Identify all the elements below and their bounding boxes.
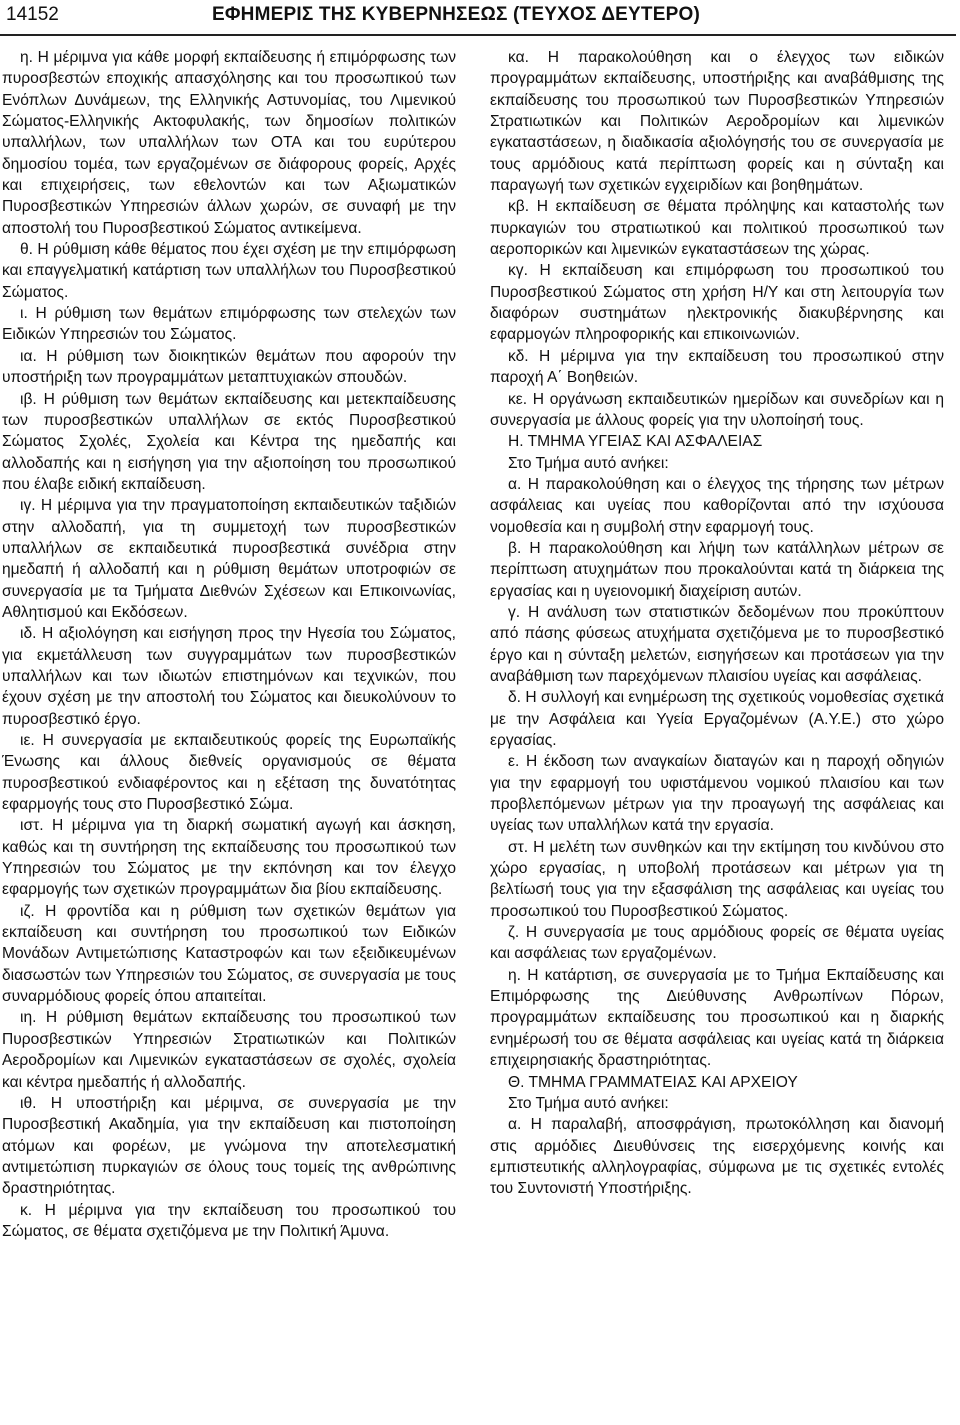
paragraph: ε. Η έκδοση των αναγκαίων διαταγών και η παροχή οδηγιών για την εφαρμογή του υφιστάμενου νομικού πλαισίου και των προβλεπόμενων μέτρων για την προαγωγή της ασφάλειας και υγείας των υπαλλήλων κατά την εργασία.: [490, 753, 944, 835]
paragraph: ιε. Η συνεργασία με εκπαιδευτικούς φορείς της Ευρωπαϊκής Ένωσης και άλλους διεθνείς οργανισμούς σε θέματα πυροσβεστικού ενδιαφέροντος και η εξέταση της δυνατότητας εφαρμογής τους στο Πυροσβεστικό Σώμα.: [2, 732, 456, 814]
paragraph: στ. Η μελέτη των συνθηκών και την εκτίμηση του κινδύνου στο χώρο εργασίας, η υποβολή προτάσεων και μέτρων για τη βελτίωσή τους για την εξασφάλιση της ασφάλειας και υγείας του προσωπικού του Πυροσβεστικού Σώματος.: [490, 838, 944, 920]
right-column: [490, 47, 944, 1200]
paragraph: ιγ. Η μέριμνα για την πραγματοποίηση εκπαιδευτικών ταξιδιών στην αλλοδαπή, για τη συμμετοχή των πυροσβεστικών υπαλλήλων σε εκπαιδευτικά πυροσβεστικά συνέδρια στην ημεδαπή ή αλλοδαπή και η ρύθμιση θεμάτων υποτροφιών σε συνεργασία με τα Τμήματα Διεθνών Σχέσεων και Επικοινωνίας, Αθλητισμού και Εκδόσεων.: [2, 497, 456, 621]
paragraph: κα. Η παρακολούθηση και ο έλεγχος των ειδικών προγραμμάτων εκπαίδευσης, υποστήριξης και αναβάθμισης της εκπαίδευσης του προσωπικού των Πυροσβεστικών Υπηρεσιών Στρατιωτικών και Πολιτικών Αεροδρομίων και λιμενικών εγκαταστάσεων, η διαδικασία αξιολόγησής του σε συνεργασία με τους αρμόδιους κατά περίπτωση φορείς και η σύνταξη και παραγωγή των σχετικών εγχειριδίων και βοηθημάτων.: [490, 49, 944, 195]
paragraph: ζ. Η συνεργασία με τους αρμόδιους φορείς σε θέματα υγείας και ασφάλειας των εργαζομένων.: [490, 924, 944, 963]
paragraph: β. Η παρακολούθηση και λήψη των κατάλληλων μέτρων σε περίπτωση ατυχημάτων που προκαλούνται κατά τη διάρκεια της εργασίας και η υγειονομική διαχείριση αυτών.: [490, 539, 944, 600]
paragraph: η. Η μέριμνα για κάθε μορφή εκπαίδευσης ή επιμόρφωσης των πυροσβεστών εποχικής απασχόλησης και του προσωπικού των Ενόπλων Δυνάμεων, της Ελληνικής Αστυνομίας, του Λιμενικού Σώματος-Ελληνικής Ακτοφυλακής, των δημοσίων πολιτικών υπαλλήλων, των υπαλλήλων των ΟΤΑ και του ευρύτερου δημοσίου τομέα, των εργαζομένων σε διάφορους φορείς, Αρχές και επιχειρήσεις, των εθελοντών και των Αξιωματικών Πυροσβεστικών Υπηρεσιών άλλων χωρών, σε συναφή με την αποστολή του Πυροσβεστικού Σώματος αντικείμενα.: [2, 49, 456, 237]
gazette-title: ΕΦΗΜΕΡΙΣ ΤΗΣ ΚΥΒΕΡΝΗΣΕΩΣ (ΤΕΥΧΟΣ ΔΕΥΤΕΡΟ): [212, 4, 700, 25]
page-header: [0, 0, 960, 40]
header-divider: [0, 34, 956, 36]
paragraph: ια. Η ρύθμιση των διοικητικών θεμάτων που αφορούν την υποστήριξη των προγραμμάτων μεταπτυχιακών σπουδών.: [2, 347, 456, 387]
section-intro: Στο Τμήμα αυτό ανήκει:: [508, 1094, 669, 1112]
paragraph: η. Η κατάρτιση, σε συνεργασία με το Τμήμα Εκπαίδευσης και Επιμόρφωσης της Διεύθυνσης Ανθρωπίνων Πόρων, προγραμμάτων εκπαίδευσης του προσωπικού και η διαρκής ενημέρωσή του σε θέματα ασφάλειας και υγείας κατά τη διάρκεια επιχειρησιακής δραστηριότητας.: [490, 966, 944, 1070]
section-heading: Θ. ΤΜΗΜΑ ΓΡΑΜΜΑΤΕΙΑΣ ΚΑΙ ΑΡΧΕΙΟΥ: [508, 1073, 798, 1091]
paragraph: α. Η παρακολούθηση και ο έλεγχος της τήρησης των μέτρων ασφάλειας και υγείας που καθορίζονται από την ισχύουσα νομοθεσία και η συμβολή στην εφαρμογή τους.: [490, 475, 944, 536]
paragraph: κγ. Η εκπαίδευση και επιμόρφωση του προσωπικού του Πυροσβεστικού Σώματος στη χρήση Η/Υ και στη λειτουργία των διαφόρων συστημάτων ηλεκτρονικής διακυβέρνησης και εφαρμογών πληροφορικής και επικοινωνιών.: [490, 262, 944, 344]
paragraph: κε. Η οργάνωση εκπαιδευτικών ημερίδων και συνεδρίων και η συνεργασία με άλλους φορείς για την υλοποίησή τους.: [490, 390, 944, 429]
paragraph: ιζ. Η φροντίδα και η ρύθμιση των σχετικών θεμάτων για εκπαίδευση και συντήρηση του προσωπικού των Ειδικών Μονάδων Αντιμετώπισης Καταστροφών και των εξειδικευμένων διασωστών των Υπηρεσιών του Σώματος, σε συνεργασία με τους συναρμόδιους φορείς όπου απαιτείται.: [2, 902, 456, 1006]
paragraph: ιδ. Η αξιολόγηση και εισήγηση προς την Ηγεσία του Σώματος, για εκμετάλλευση των συγγραμμάτων των πυροσβεστικών υπαλλήλων και των ιδιωτών επιστημόνων και τεχνικών, που έχουν σχέση με την αποστολή του Σώματος και διευκολύνουν το πυροσβεστικό έργο.: [2, 625, 456, 728]
paragraph: ι. Η ρύθμιση των θεμάτων επιμόρφωσης των στελεχών των Ειδικών Υπηρεσιών του Σώματος.: [2, 305, 456, 344]
paragraph: ιη. Η ρύθμιση θεμάτων εκπαίδευσης του προσωπικού των Πυροσβεστικών Υπηρεσιών Στρατιωτικών και Πολιτικών Αεροδρομίων και Λιμενικών εγκαταστάσεων σε σχολές, σχολεία και κέντρα ημεδαπής ή αλλοδαπής.: [2, 1009, 456, 1091]
paragraph: ιστ. Η μέριμνα για τη διαρκή σωματική αγωγή και άσκηση, καθώς και τη συντήρηση της εκπαίδευσης του προσωπικού των Υπηρεσιών του Σώματος με την εκπόνηση και τον έλεγχο εφαρμογής των σχετικών προγραμμάτων δια βίου εκπαίδευσης.: [2, 817, 456, 899]
paragraph: κδ. Η μέριμνα για την εκπαίδευση του προσωπικού στην παροχή Α΄ Βοηθειών.: [490, 347, 944, 387]
paragraph: κβ. Η εκπαίδευση σε θέματα πρόληψης και καταστολής των πυρκαγιών του στρατιωτικού και πολιτικού προσωπικού των αεροπορικών και λιμενικών εγκαταστάσεων της χώρας.: [490, 198, 944, 259]
section-heading: Η. ΤΜΗΜΑ ΥΓΕΙΑΣ ΚΑΙ ΑΣΦΑΛΕΙΑΣ: [508, 433, 763, 451]
paragraph: γ. Η ανάλυση των στατιστικών δεδομένων που προκύπτουν από πάσης φύσεως ατυχήματα σχετιζόμενα με το πυροσβεστικό έργο και η σύνταξη μελετών, εισηγήσεων και προτάσεων για την αναβάθμιση των παρεχόμενων πλαισίου υγείας και ασφάλειας.: [490, 603, 944, 685]
paragraph: δ. Η συλλογή και ενημέρωση της σχετικούς νομοθεσίας σχετικά με την Ασφάλεια και Υγεία Εργαζομένων (Α.Υ.Ε.) στο χώρο εργασίας.: [490, 689, 944, 749]
paragraph: α. Η παραλαβή, αποσφράγιση, πρωτοκόλληση και διανομή στις αρμόδιες Διευθύνσεις της εισερχόμενης κοινής και εμπιστευτικής αλληλογραφίας, σύμφωνα με τις σχετικές εντολές του Συντονιστή Υποστήριξης.: [490, 1116, 944, 1198]
paragraph: ιθ. Η υποστήριξη και μέριμνα, σε συνεργασία με την Πυροσβεστική Ακαδημία, για την εκπαίδευση και πιστοποίηση ατόμων και φορέων, με γνώμονα την αποτελεσματική αντιμετώπιση πυρκαγιών σε όλους τους τομείς της ανθρώπινης δραστηριότητας.: [2, 1094, 456, 1198]
paragraph: ιβ. Η ρύθμιση των θεμάτων εκπαίδευσης και μετεκπαίδευσης των πυροσβεστικών υπαλλήλων σε εκτός Πυροσβεστικού Σώματος Σχολές, Σχολεία και Κέντρα της ημεδαπής και αλλοδαπής και η εισήγηση για την αξιοποίηση του προσωπικού που έλαβε ειδική εκπαίδευση.: [2, 390, 456, 493]
left-column: [2, 47, 456, 1242]
paragraph: θ. Η ρύθμιση κάθε θέματος που έχει σχέση με την επιμόρφωση και επαγγελματική κατάρτιση των υπαλλήλων του Πυροσβεστικού Σώματος.: [2, 241, 456, 301]
paragraph: κ. Η μέριμνα για την εκπαίδευση του προσωπικού του Σώματος, σε θέματα σχετιζόμενα με την Πολιτική Άμυνα.: [2, 1201, 456, 1240]
page-number: 14152: [6, 4, 59, 25]
section-intro: Στο Τμήμα αυτό ανήκει:: [508, 454, 669, 472]
